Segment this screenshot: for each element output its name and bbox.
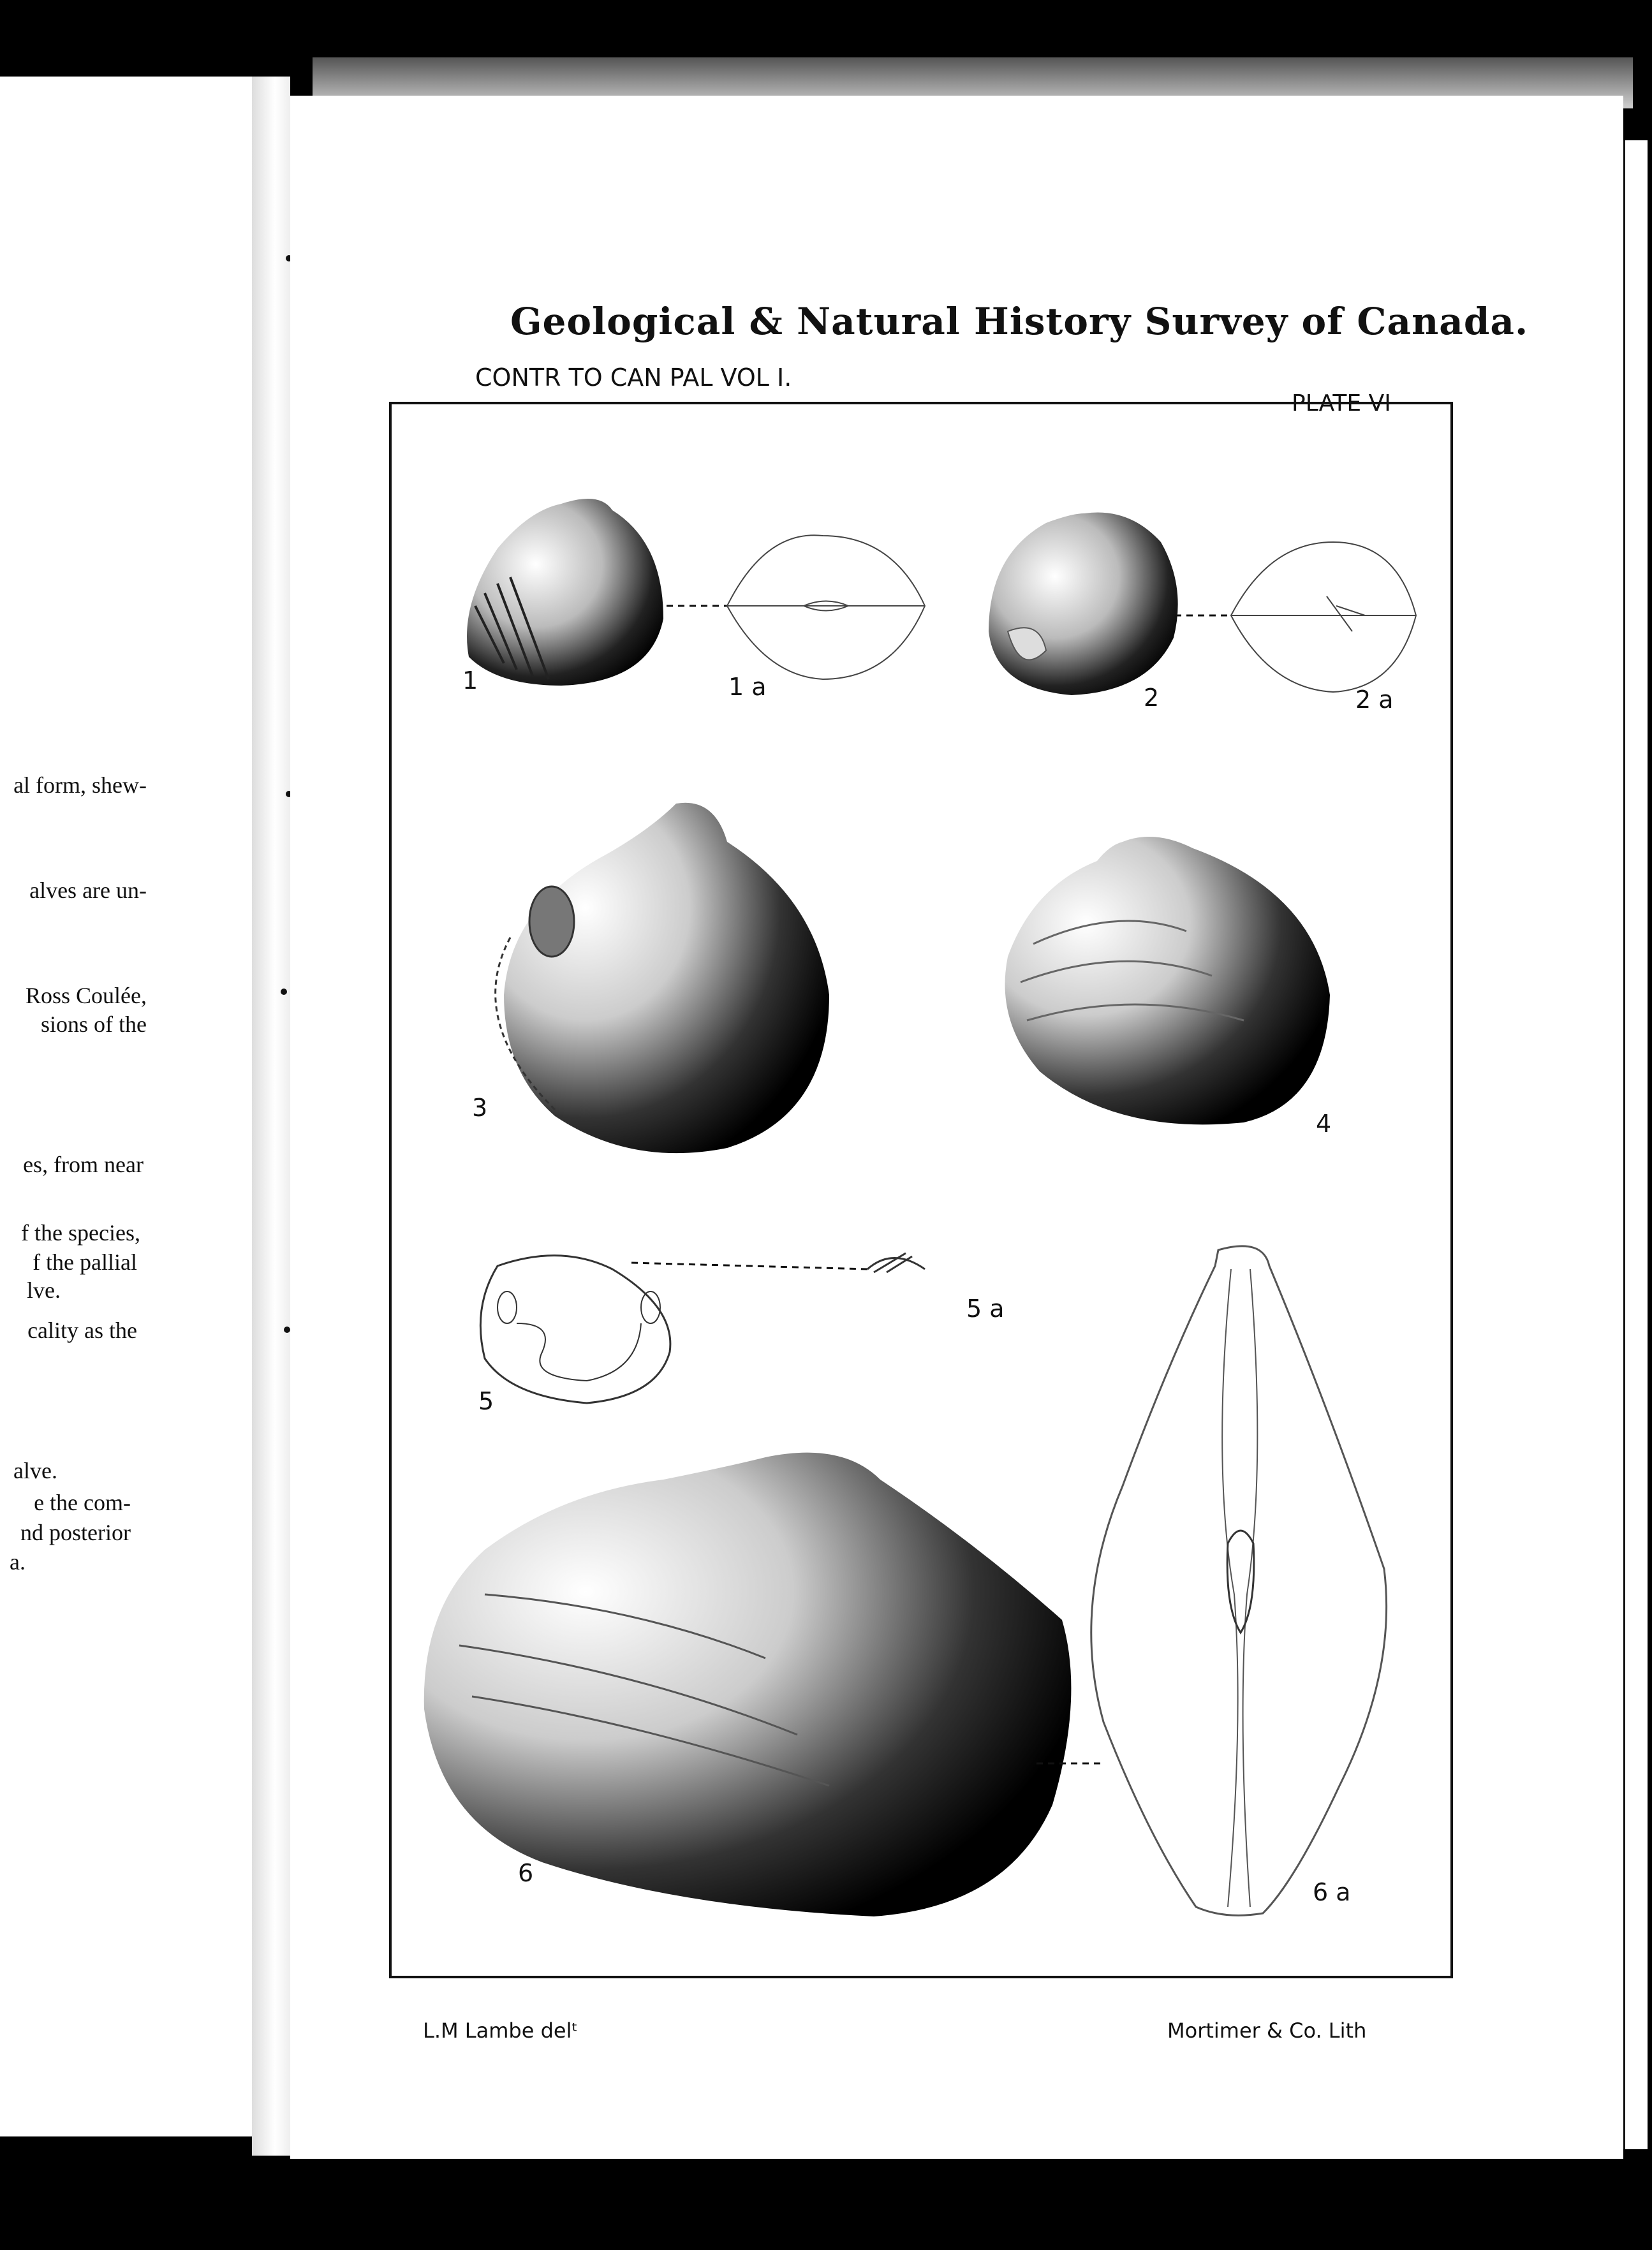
figure-label: 6 a <box>1313 1878 1351 1906</box>
figure-6a-outline <box>1091 1246 1387 1915</box>
left-text-line: alve. <box>13 1458 57 1483</box>
figure-label: 5 <box>478 1387 494 1415</box>
artist-credit: L.M Lambe delᵗ <box>423 2018 578 2043</box>
left-text-line: e the com- <box>34 1490 131 1515</box>
figure-5-outline <box>480 1256 670 1403</box>
lithographer-credit: Mortimer & Co. Lith <box>1167 2018 1367 2043</box>
left-text-line: cality as the <box>27 1318 137 1343</box>
left-text-line: nd posterior <box>20 1520 131 1545</box>
figure-3-shell <box>496 803 829 1153</box>
left-text-line: es, from near <box>23 1152 144 1177</box>
left-text-line: sions of the <box>41 1011 147 1037</box>
plate-series: CONTR TO CAN PAL VOL I. <box>475 364 792 392</box>
left-text-line: lve. <box>27 1277 61 1303</box>
left-text-line: f the pallial <box>33 1249 137 1275</box>
left-text-line: Ross Coulée, <box>25 983 147 1008</box>
figure-label: 4 <box>1316 1110 1332 1138</box>
plate-title: Geological & Natural History Survey of Canada. <box>510 300 1529 343</box>
left-text-line: a. <box>10 1549 26 1575</box>
figure-5a-hinge <box>867 1253 925 1272</box>
figure-5-guide <box>631 1263 867 1269</box>
figure-label: 2 <box>1144 684 1160 712</box>
figure-label: 2 a <box>1355 686 1394 714</box>
figure-label: 1 a <box>728 673 767 701</box>
left-text-line: alves are un- <box>29 878 147 903</box>
figure-1a-outline <box>727 535 925 679</box>
figure-4-shell <box>1005 837 1330 1124</box>
figure-2a-outline <box>1231 542 1416 692</box>
figure-label: 5 a <box>966 1295 1005 1323</box>
figure-label: 6 <box>518 1859 534 1887</box>
plate-number: PLATE VI <box>1292 390 1391 416</box>
left-text-line: f the species, <box>21 1220 140 1246</box>
figure-1-shell <box>467 499 663 686</box>
left-text-line: al form, shew- <box>13 772 147 798</box>
figure-label: 3 <box>472 1094 488 1122</box>
figure-2-shell <box>989 512 1178 695</box>
figure-label: 1 <box>462 666 478 695</box>
figure-6-shell <box>424 1453 1072 1916</box>
